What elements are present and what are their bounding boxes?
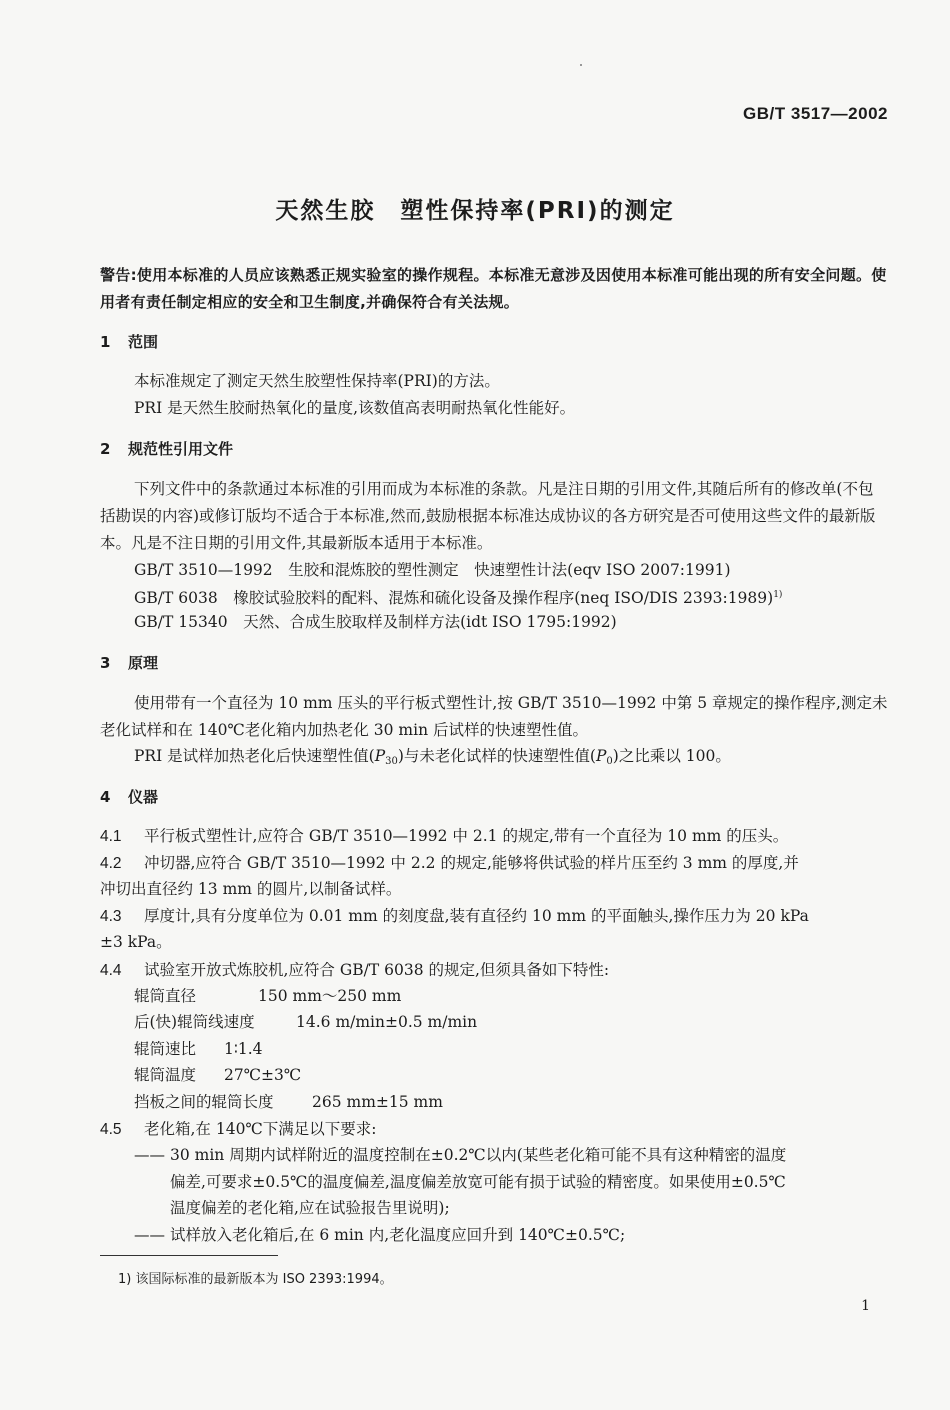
clause-number: 4.1	[100, 828, 122, 845]
section-number: 3	[100, 654, 111, 672]
spec-roll-temperature	[134, 1062, 301, 1089]
spec-roll-speed	[134, 1009, 477, 1036]
spec-value: 14.6 m/min±0.5 m/min	[296, 1013, 478, 1031]
footnote: 1) 该国际标准的最新版本为 ISO 2393:1994。	[118, 1272, 393, 1287]
footnote-divider	[100, 1255, 278, 1256]
clause-text: 试验室开放式炼胶机,应符合 GB/T 6038 的规定,但须具备如下特性:	[144, 961, 610, 979]
clause-number: 4.3	[100, 908, 122, 925]
section-3-paragraph-2	[134, 743, 731, 775]
clause-4-4	[100, 957, 609, 984]
text-run: )之比乘以 100。	[612, 747, 731, 765]
warning-paragraph: 警告:使用本标准的人员应该熟悉正规实验室的操作规程。本标准无意涉及因使用本标准可能出现的所有安全问题。使用者有责任制定相应的安全和卫生制度,并确保符合有关法规。	[100, 266, 887, 311]
clause-number: 4.5	[100, 1121, 122, 1138]
text-run: PRI 是试样加热老化后快速塑性值(	[134, 747, 375, 765]
spec-value: 265 mm±15 mm	[312, 1093, 443, 1111]
section-title: 范围	[128, 333, 159, 351]
spec-key: 后(快)辊筒线速度	[134, 1013, 255, 1031]
section-3-paragraph-1: 使用带有一个直径为 10 mm 压头的平行板式塑性计,按 GB/T 3510—1992 中第 5 章规定的操作程序,测定未老化试样和在 140℃老化箱内加热老化 30 min 后试样的快速塑性值。	[100, 694, 888, 739]
dash-text: 30 min 周期内试样附近的温度控制在±0.2℃以内(某些老化箱可能不具有这种精密的温度	[170, 1146, 787, 1164]
clause-text: 老化箱,在 140℃下满足以下要求:	[144, 1120, 377, 1138]
section-4-heading	[100, 786, 158, 807]
footnote-marker: 1)	[773, 590, 783, 600]
spec-key: 辊筒温度	[134, 1066, 197, 1084]
reference-3: GB/T 15340 天然、合成生胶取样及制样方法(idt ISO 1795:1992)	[134, 613, 617, 631]
standard-number: GB/T 3517—2002	[743, 104, 888, 123]
page-number: 1	[861, 1298, 870, 1314]
reference-2-text: GB/T 6038 橡胶试验胶料的配料、混炼和硫化设备及操作程序(neq ISO/DIS 2393:1989)	[134, 589, 774, 607]
dash-item-2	[134, 1222, 890, 1249]
spec-key: 辊筒速比	[134, 1040, 197, 1058]
section-title: 原理	[128, 654, 159, 672]
clause-4-2	[100, 850, 799, 877]
clause-4-2-continued: 冲切出直径约 13 mm 的圆片,以制备试样。	[100, 880, 402, 898]
section-2-heading	[100, 438, 233, 459]
symbol-p: P	[374, 747, 386, 765]
dash-item-1-continued: 偏差,可要求±0.5℃的温度偏差,温度偏差放宽可能有损于试验的精密度。如果使用±0.5℃	[170, 1173, 786, 1191]
dash-item-1	[134, 1142, 890, 1169]
document-title: 天然生胶 塑性保持率(PRI)的测定	[275, 198, 675, 224]
subscript: 30	[385, 756, 398, 767]
dash-mark: ——	[134, 1146, 165, 1164]
dash-mark: ——	[134, 1226, 165, 1244]
spec-roll-length	[134, 1089, 443, 1116]
clause-4-3	[100, 903, 809, 930]
spec-roll-ratio	[134, 1036, 263, 1063]
spec-value: 1∶1.4	[224, 1040, 263, 1058]
dash-item-1-continued-2: 温度偏差的老化箱,应在试验报告里说明);	[170, 1199, 450, 1217]
section-number: 1	[100, 333, 111, 351]
symbol-p: P	[595, 747, 607, 765]
section-3-heading	[100, 652, 158, 673]
section-2-paragraph: 下列文件中的条款通过本标准的引用而成为本标准的条款。凡是注日期的引用文件,其随后所有的修改单(不包括勘误的内容)或修订版均不适合于本标准,然而,鼓励根据本标准达成协议的各方研究是否可使用这些文件的最新版本。凡是不注日期的引用文件,其最新版本适用于本标准。	[100, 480, 876, 552]
section-1-paragraph-2: PRI 是天然生胶耐热氧化的量度,该数值高表明耐热氧化性能好。	[134, 399, 576, 417]
section-title: 规范性引用文件	[128, 440, 234, 458]
reference-2	[134, 582, 782, 612]
spec-key: 挡板之间的辊筒长度	[134, 1093, 274, 1111]
clause-text: 冲切器,应符合 GB/T 3510—1992 中 2.2 的规定,能够将供试验的样片压至约 3 mm 的厚度,并	[144, 854, 799, 872]
clause-4-1	[100, 823, 788, 850]
section-number: 2	[100, 440, 111, 458]
subscript: 0	[606, 756, 613, 767]
clause-number: 4.2	[100, 855, 122, 872]
text-run: )与未老化试样的快速塑性值(	[397, 747, 596, 765]
clause-text: 厚度计,具有分度单位为 0.01 mm 的刻度盘,装有直径约 10 mm 的平面触头,操作压力为 20 kPa	[144, 907, 809, 925]
spec-roll-diameter	[134, 983, 401, 1010]
spec-value: 27℃±3℃	[224, 1066, 302, 1084]
reference-1: GB/T 3510—1992 生胶和混炼胶的塑性测定 快速塑性计法(eqv ISO 2007:1991)	[134, 561, 731, 579]
spec-value: 150 mm～250 mm	[258, 987, 402, 1005]
dash-text: 试样放入老化箱后,在 6 min 内,老化温度应回升到 140℃±0.5℃;	[170, 1226, 626, 1244]
section-title: 仪器	[128, 788, 159, 806]
scan-speck	[580, 64, 582, 66]
clause-4-3-continued: ±3 kPa。	[100, 933, 172, 951]
clause-text: 平行板式塑性计,应符合 GB/T 3510—1992 中 2.1 的规定,带有一个直径为 10 mm 的压头。	[144, 827, 789, 845]
section-number: 4	[100, 788, 111, 806]
spec-key: 辊筒直径	[134, 987, 197, 1005]
clause-4-5	[100, 1116, 377, 1143]
section-1-heading	[100, 331, 158, 352]
clause-number: 4.4	[100, 962, 122, 979]
section-1-paragraph-1: 本标准规定了测定天然生胶塑性保持率(PRI)的方法。	[134, 372, 500, 390]
